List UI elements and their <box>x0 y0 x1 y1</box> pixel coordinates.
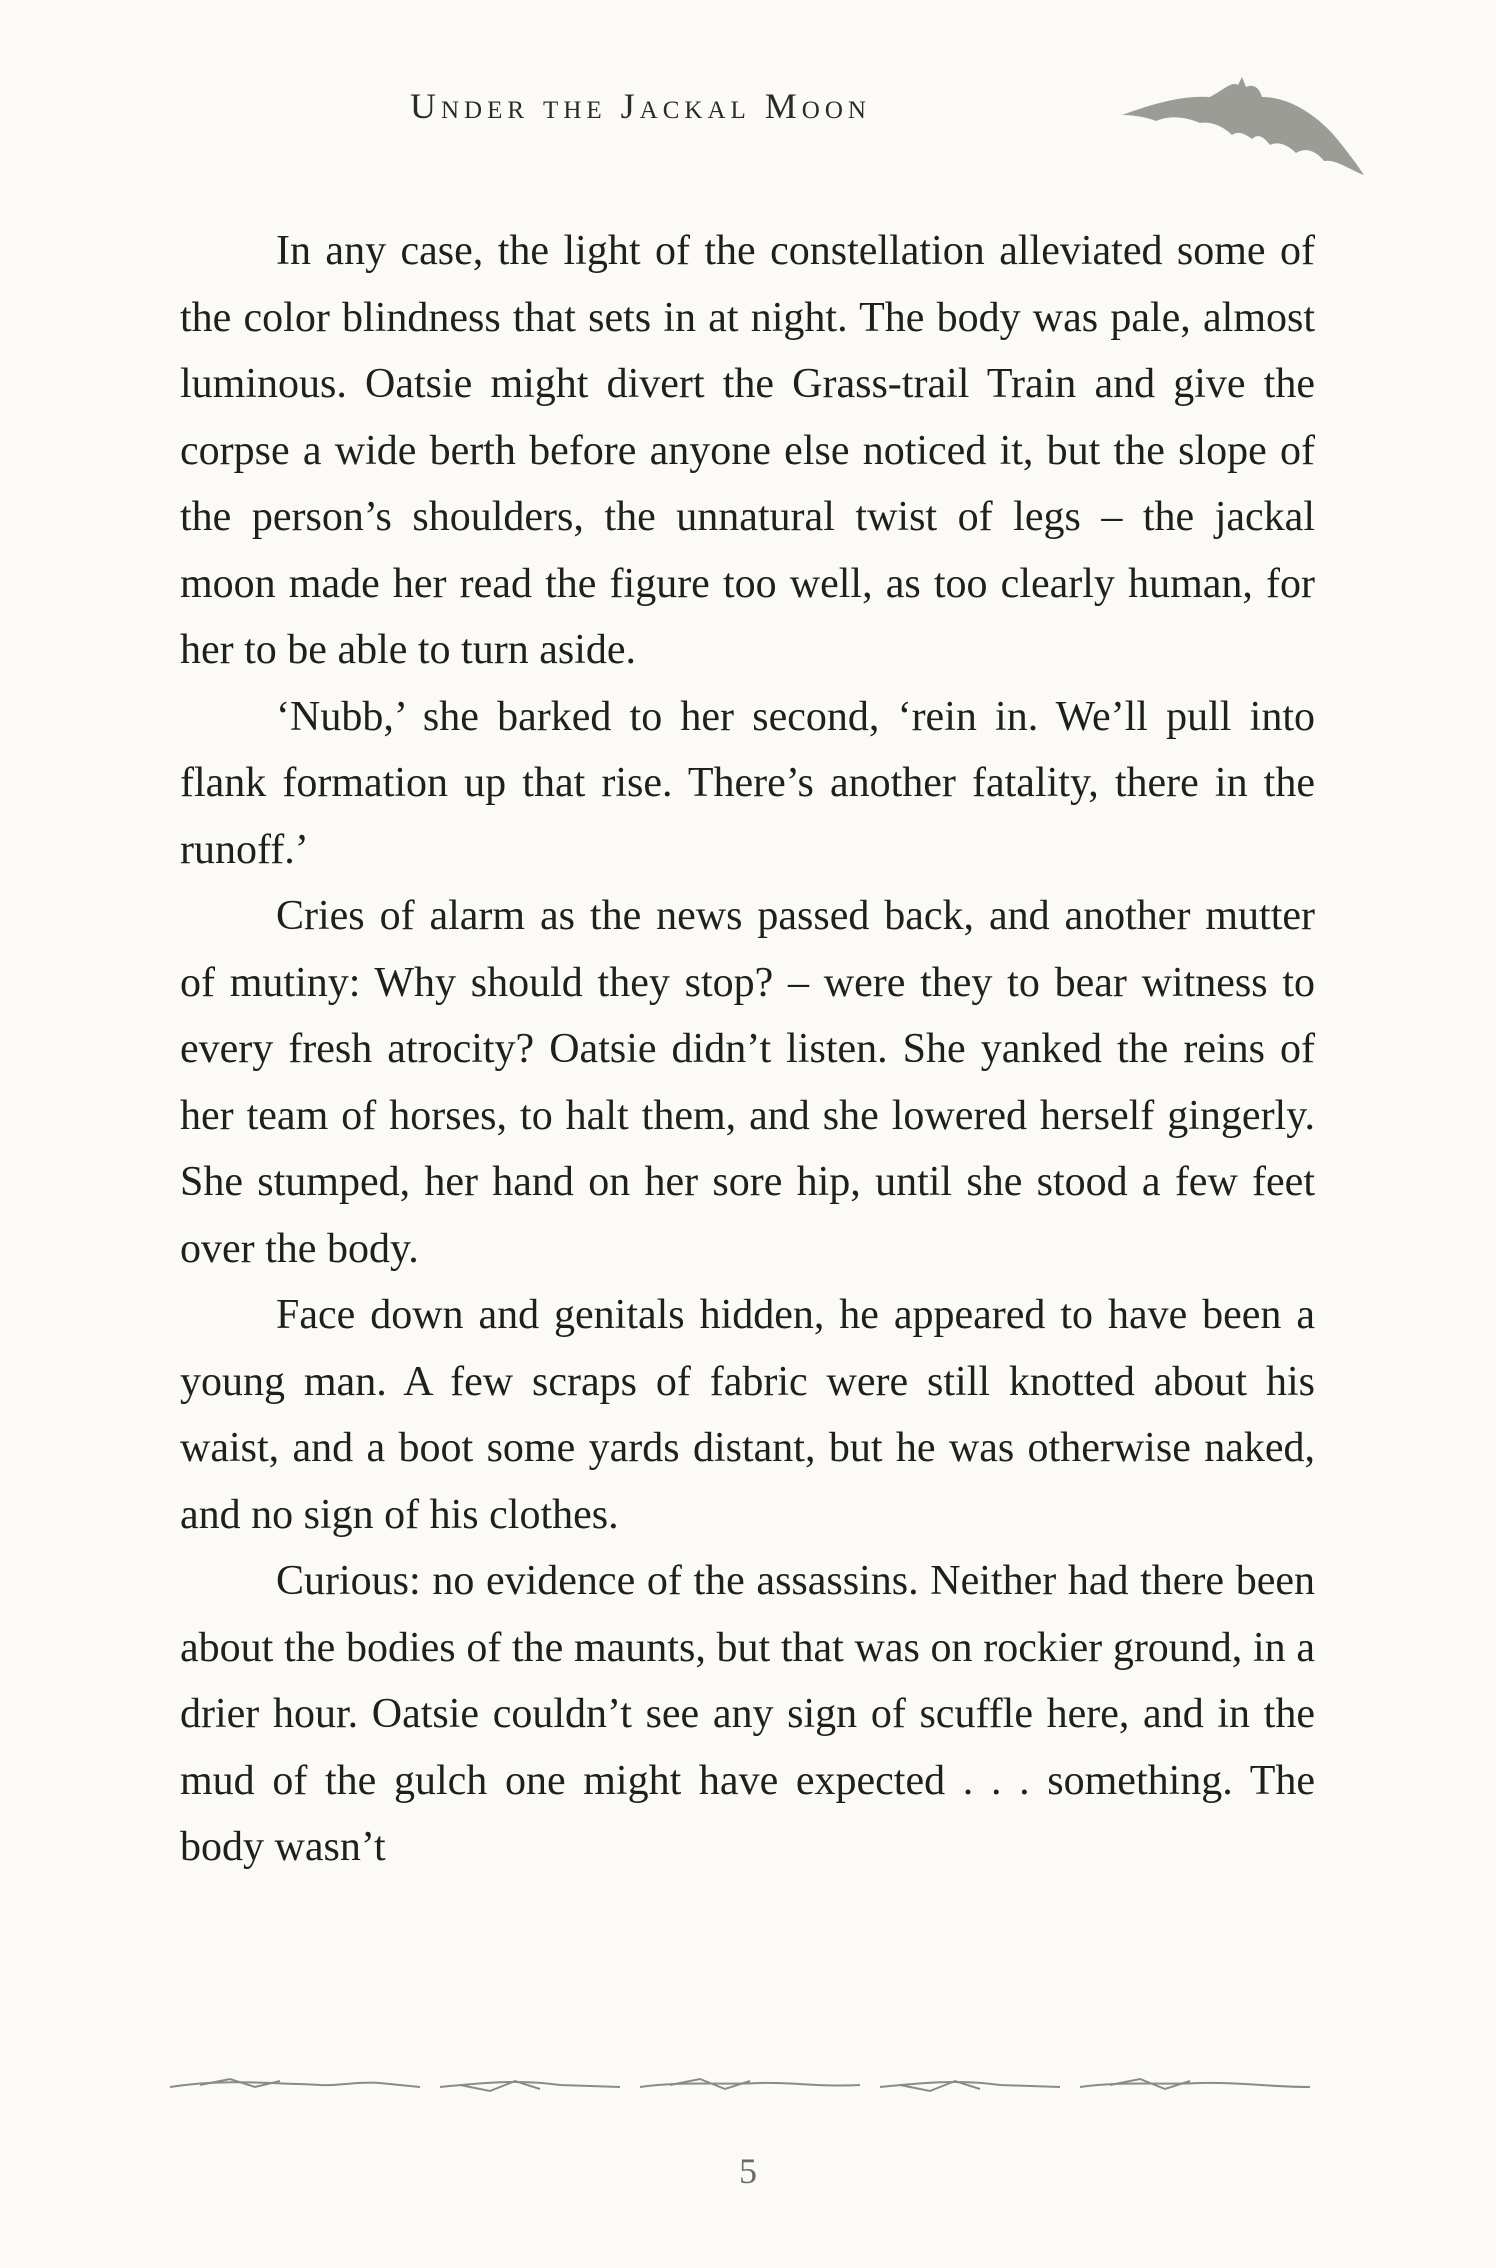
body-text <box>180 218 1315 1881</box>
running-header <box>0 85 1496 185</box>
paragraph: Curious: no evidence of the assassins. Neither had there been about the bodies of the maunts, but that was on rockier ground, in a drier hour. Oatsie couldn’t see any sign of scuffle here, and in the mud of the gulch one might have expected . . . something. The body wasn’t <box>180 1558 1315 1870</box>
running-title: Under the Jackal Moon <box>410 86 871 126</box>
paragraph: ‘Nubb,’ she barked to her second, ‘rein in. We’ll pull into flank formation up that rise. There’s another fatality, there in the runoff.’ <box>180 693 1315 873</box>
paragraph: In any case, the light of the constellation alleviated some of the color blindness that sets in at night. The body was pale, almost luminous. Oatsie might divert the Grass-trail Train and give the corpse a wide berth before anyone else noticed it, but the slope of the person’s shoulders, the unnatural twist of legs – the jackal moon made her read the figure too well, as too clearly human, for her to be able to turn aside. <box>180 228 1315 673</box>
paragraph: Cries of alarm as the news passed back, and another mutter of mutiny: Why should they stop? – were they to bear witness to every fresh atrocity? Oatsie didn’t listen. She yanked the reins of her team of horses, to halt them, and she lowered herself gingerly. She stumped, her hand on her sore hip, until she stood a few feet over the body. <box>180 893 1315 1272</box>
page-number: 5 <box>739 2151 757 2191</box>
bat-icon <box>1120 75 1370 185</box>
thorny-vine-border-icon <box>160 2065 1320 2105</box>
paragraph: Face down and genitals hidden, he appeared to have been a young man. A few scraps of fabric were still knotted about his waist, and a boot some yards distant, but he was otherwise naked, and no sign of his clothes. <box>180 1292 1315 1538</box>
